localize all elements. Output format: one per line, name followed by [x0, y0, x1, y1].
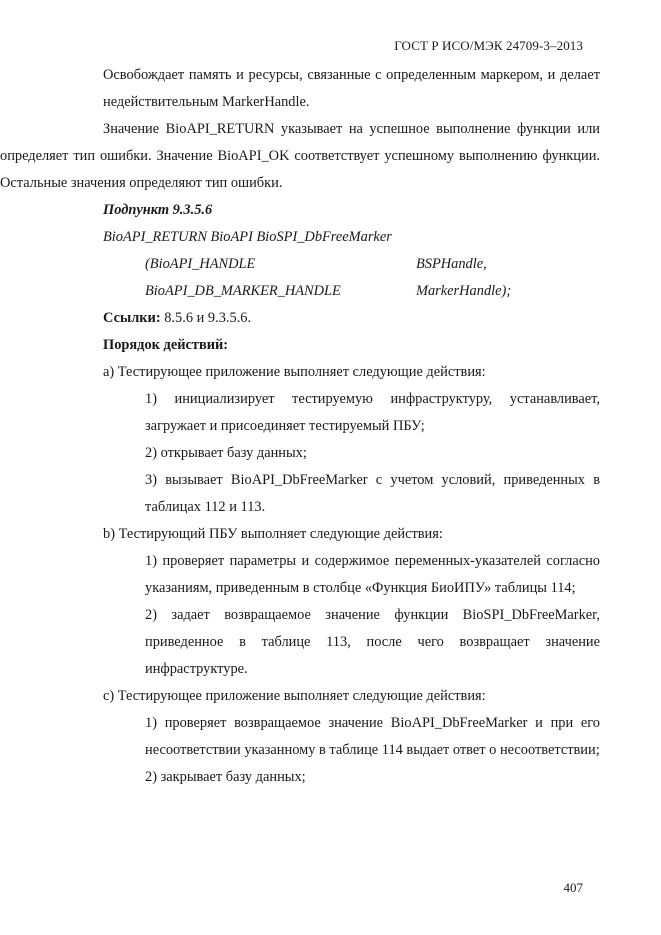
step-c-intro: c) Тестирующее приложение выполняет следующие действия:	[103, 688, 486, 704]
step-a1: 1) инициализирует тестируемую инфраструктуру, устанавливает, загружает и присоединяет тестируемый ПБУ;	[145, 391, 600, 434]
function-signature: BioAPI_RETURN BioAPI BioSPI_DbFreeMarker	[103, 229, 392, 245]
references-line	[103, 305, 600, 332]
param-row-2	[103, 278, 600, 305]
param1-type: (BioAPI_HANDLE	[145, 256, 256, 272]
description-paragraph-2-wrap	[0, 116, 600, 197]
references-label: Ссылки:	[103, 310, 161, 326]
subclause-title: Подпункт 9.3.5.6	[103, 202, 213, 218]
step-c2: 2) закрывает базу данных;	[145, 769, 306, 785]
references-value: 8.5.6 и 9.3.5.6.	[160, 310, 252, 326]
param2-name: MarkerHandle);	[416, 283, 512, 299]
description-paragraph-1: Освобождает память и ресурсы, связанные с определенным маркером, и делает недействительным MarkerHandle.	[103, 67, 600, 110]
step-a-intro: a) Тестирующее приложение выполняет следующие действия:	[103, 364, 486, 380]
param-row-1	[103, 251, 600, 278]
param1-name: BSPHandle,	[416, 256, 487, 272]
step-b1: 1) проверяет параметры и содержимое переменных-указателей согласно указаниям, приведенным в столбце «Функция БиоИПУ» таблицы 114;	[145, 553, 600, 596]
step-c1: 1) проверяет возвращаемое значение BioAPI_DbFreeMarker и при его несоответствии указанному в таблице 114 выдает ответ о несоответствии;	[145, 715, 600, 758]
step-a2: 2) открывает базу данных;	[145, 445, 307, 461]
description-paragraph-2: Значение BioAPI_RETURN указывает на успешное выполнение функции или определяет тип ошибки. Значение BioAPI_OK соответствует успешному выполнению функции. Остальные значения определяют тип ошибки.	[0, 121, 600, 191]
procedure-title: Порядок действий:	[103, 337, 229, 353]
step-a3: 3) вызывает BioAPI_DbFreeMarker с учетом условий, приведенных в таблицах 112 и 113.	[145, 472, 600, 515]
page-number: 407	[563, 880, 583, 895]
body-text	[0, 62, 600, 791]
param2-type: BioAPI_DB_MARKER_HANDLE	[145, 283, 341, 299]
step-b-intro: b) Тестирующий ПБУ выполняет следующие действия:	[103, 526, 443, 542]
standard-header: ГОСТ Р ИСО/МЭК 24709-3–2013	[394, 38, 583, 53]
step-b2: 2) задает возвращаемое значение функции BioSPI_DbFreeMarker, приведенное в таблице 113, после чего возвращает значение инфраструктуре.	[145, 607, 600, 677]
